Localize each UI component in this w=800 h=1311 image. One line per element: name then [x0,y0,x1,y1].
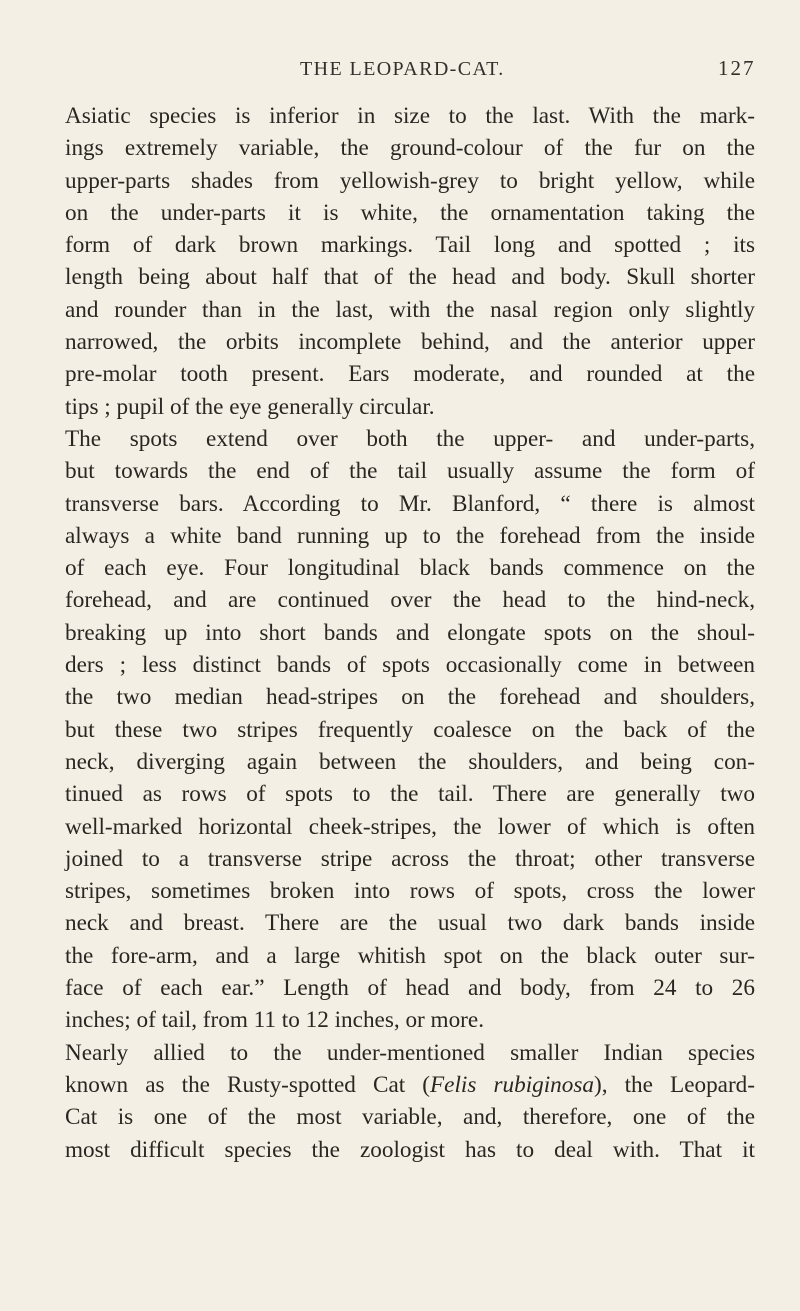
text-line: always a white band running up to the forehead from the inside [65,522,755,549]
text-line: the two median head-stripes on the forehead and shoulders, [65,684,755,711]
text-line: breaking up into short bands and elongate spots on the shoul- [65,619,755,646]
body-text [65,100,755,1166]
text-line: length being about half that of the head and body. Skull shorter [65,264,755,291]
text-line: tinued as rows of spots to the tail. There are generally two [65,781,755,808]
text-line: pre-molar tooth present. Ears moderate, and rounded at the [65,361,755,388]
text-line: but these two stripes frequently coalesce on the back of the [65,716,755,743]
text-line: but towards the end of the tail usually assume the form of [65,458,755,485]
text-line: of each eye. Four longitudinal black bands commence on the [65,555,755,582]
text-line: stripes, sometimes broken into rows of spots, cross the lower [65,878,755,905]
text-line: the fore-arm, and a large whitish spot on the black outer sur- [65,942,755,969]
text-line: Nearly allied to the under-mentioned smaller Indian species [65,1039,755,1066]
text-line: The spots extend over both the upper- and under-parts, [65,425,755,452]
text-line: and rounder than in the last, with the nasal region only slightly [65,296,755,323]
text-line: face of each ear.” Length of head and body, from 24 to 26 [65,975,755,1002]
text-line: Asiatic species is inferior in size to the last. With the mark- [65,103,755,129]
text-line: form of dark brown markings. Tail long and spotted ; its [65,232,755,259]
text-line [65,1069,755,1101]
text-segment: ), the Leopard- [593,1071,756,1098]
text-line: tips ; pupil of the eye generally circular. [65,393,435,420]
text-line: neck, diverging again between the shoulders, and being con- [65,748,755,775]
running-title: THE LEOPARD-CAT. [300,58,505,80]
text-line: most difficult species the zoologist has to deal with. That it [65,1136,755,1163]
text-line: transverse bars. According to Mr. Blanford, “ there is almost [65,490,755,517]
text-line: inches; of tail, from 11 to 12 inches, or more. [65,1007,484,1034]
text-line: Cat is one of the most variable, and, therefore, one of the [65,1104,755,1131]
species-name: Felis rubiginosa [430,1071,594,1098]
text-segment: known as the Rusty-spotted Cat ( [65,1071,431,1098]
text-line: on the under-parts it is white, the ornamentation taking the [65,199,755,226]
page-number: 127 [718,56,756,80]
text-line: ders ; less distinct bands of spots occasionally come in between [65,652,755,679]
text-line: ings extremely variable, the ground-colour of the fur on the [65,135,755,162]
text-line: neck and breast. There are the usual two dark bands inside [65,910,755,937]
text-line: joined to a transverse stripe across the throat; other transverse [65,845,755,872]
text-line: well-marked horizontal cheek-stripes, the lower of which is often [65,813,755,840]
text-line: forehead, and are continued over the head to the hind-neck, [65,587,755,614]
text-line: upper-parts shades from yellowish-grey to bright yellow, while [65,167,755,194]
text-line: narrowed, the orbits incomplete behind, and the anterior upper [65,329,755,356]
